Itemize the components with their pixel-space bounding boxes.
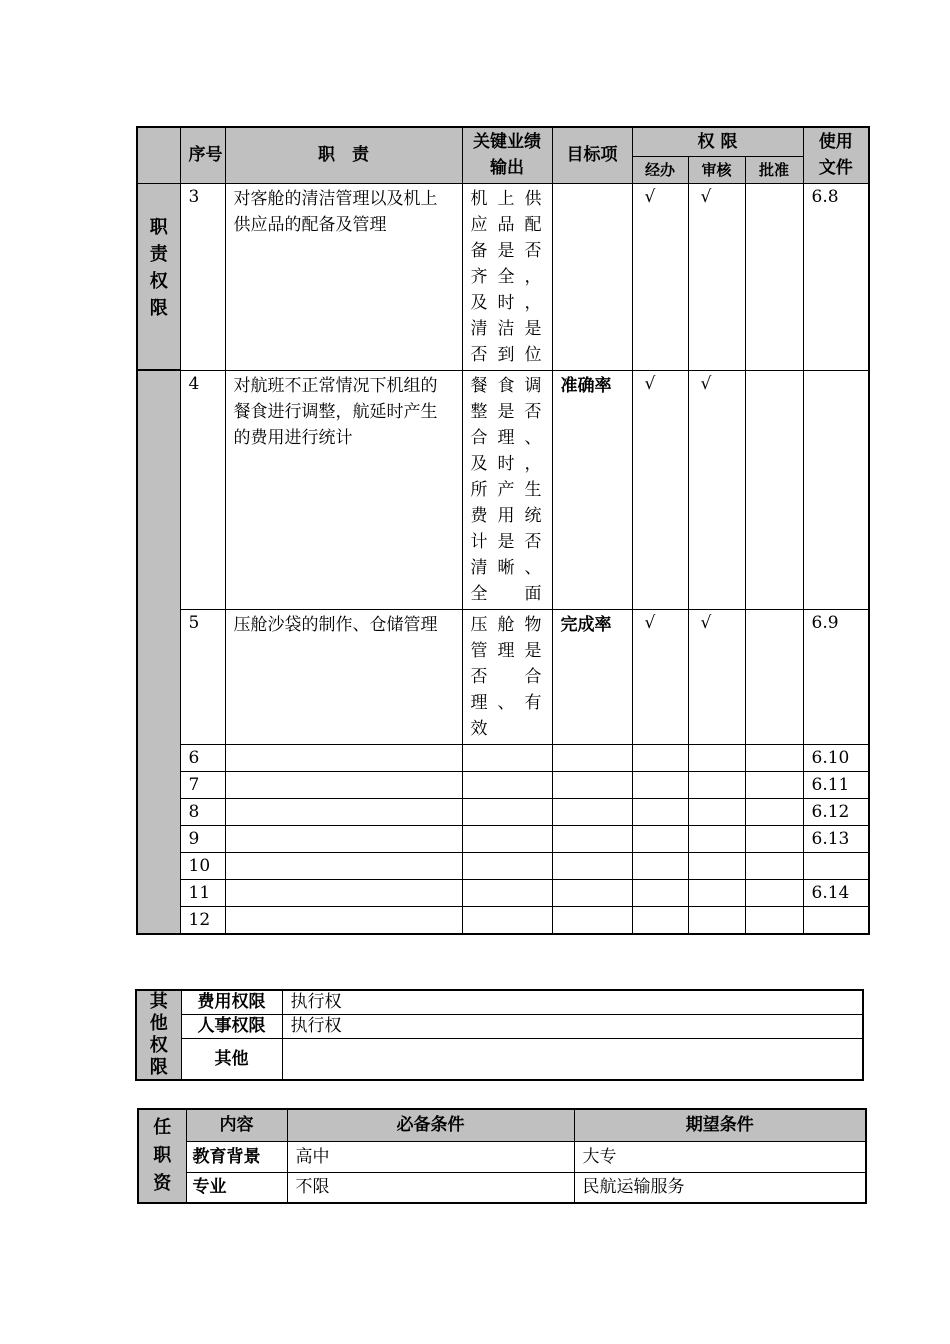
qual-row-required: 不限 [287,1172,574,1203]
row-doc [803,852,869,879]
qual-row-label: 教育背景 [186,1141,287,1172]
corner-cell [137,127,180,183]
other-row-value: 执行权 [282,990,863,1014]
row-review [688,906,745,934]
row-review [688,798,745,825]
row-kpi: 餐食调整是否合理、及时，所产生费用统计是否清晰、全面 [462,370,552,609]
row-review [688,852,745,879]
row-doc: 6.9 [803,609,869,744]
row-goal [552,825,632,852]
qual-row-expected: 民航运输服务 [574,1172,866,1203]
other-authority-table [135,989,864,1081]
header-duty: 职 责 [225,127,462,183]
qual-row-expected: 大专 [574,1141,866,1172]
row-review [688,879,745,906]
row-doc: 6.13 [803,825,869,852]
row-goal [552,744,632,771]
row-approve [745,609,803,744]
row-seq: 7 [180,771,225,798]
row-kpi [462,852,552,879]
row-duty [225,879,462,906]
row-handle: √ [632,609,688,744]
row-handle [632,771,688,798]
row-handle [632,906,688,934]
side-label-qualification: 任职资 [138,1109,186,1203]
row-kpi: 压舱物管理是否 合理、有效 [462,609,552,744]
row-review [688,771,745,798]
row-review: √ [688,183,745,370]
row-review [688,825,745,852]
header-required: 必备条件 [287,1109,574,1141]
row-approve [745,370,803,609]
row-review: √ [688,609,745,744]
row-seq: 6 [180,744,225,771]
row-review [688,744,745,771]
header-docs: 使用文件 [803,127,869,183]
row-seq: 3 [180,183,225,370]
row-kpi [462,771,552,798]
row-handle [632,825,688,852]
row-approve [745,906,803,934]
header-expected: 期望条件 [574,1109,866,1141]
row-duty [225,771,462,798]
header-seq: 序号 [180,127,225,183]
row-goal [552,852,632,879]
row-doc [803,906,869,934]
row-seq: 11 [180,879,225,906]
row-goal [552,879,632,906]
row-duty [225,798,462,825]
row-seq: 12 [180,906,225,934]
row-doc: 6.12 [803,798,869,825]
side-label-duties: 职责权限 [137,183,180,370]
row-kpi [462,879,552,906]
row-goal: 完成率 [552,609,632,744]
row-duty: 压舱沙袋的制作、仓储管理 [225,609,462,744]
header-content: 内容 [186,1109,287,1141]
row-seq: 8 [180,798,225,825]
row-handle [632,744,688,771]
qualification-table [137,1108,867,1204]
other-row-label: 人事权限 [181,1014,282,1038]
header-goal: 目标项 [552,127,632,183]
other-row-label: 费用权限 [181,990,282,1014]
row-kpi [462,825,552,852]
row-handle: √ [632,370,688,609]
row-goal [552,183,632,370]
row-goal [552,906,632,934]
row-handle: √ [632,183,688,370]
qual-row-label: 专业 [186,1172,287,1203]
side-label-other: 其他权限 [136,990,181,1080]
other-row-label: 其他 [181,1038,282,1080]
row-goal [552,771,632,798]
row-goal [552,798,632,825]
other-row-value: 执行权 [282,1014,863,1038]
row-duty: 对客舱的清洁管理以及机上供应品的配备及管理 [225,183,462,370]
row-doc: 6.8 [803,183,869,370]
row-duty [225,744,462,771]
other-row-value [282,1038,863,1080]
row-duty [225,825,462,852]
header-kpi: 关键业绩输出 [462,127,552,183]
row-seq: 4 [180,370,225,609]
row-goal: 准确率 [552,370,632,609]
row-duty [225,906,462,934]
header-review: 审核 [688,156,745,183]
row-approve [745,879,803,906]
row-kpi [462,744,552,771]
row-kpi [462,798,552,825]
row-kpi: 机上供应品配备是否齐全，及时，清洁是否到位 [462,183,552,370]
row-kpi [462,906,552,934]
row-handle [632,798,688,825]
header-authority: 权 限 [632,127,803,156]
row-doc: 6.11 [803,771,869,798]
row-handle [632,879,688,906]
row-approve [745,744,803,771]
row-review: √ [688,370,745,609]
row-handle [632,852,688,879]
row-approve [745,798,803,825]
row-seq: 10 [180,852,225,879]
responsibility-table [136,126,870,935]
header-handle: 经办 [632,156,688,183]
header-approve: 批准 [745,156,803,183]
row-doc: 6.14 [803,879,869,906]
row-approve [745,771,803,798]
side-filler [137,370,180,934]
row-approve [745,825,803,852]
row-seq: 9 [180,825,225,852]
row-doc: 6.10 [803,744,869,771]
qual-row-required: 高中 [287,1141,574,1172]
row-doc [803,370,869,609]
row-duty: 对航班不正常情况下机组的餐食进行调整，航延时产生的费用进行统计 [225,370,462,609]
row-seq: 5 [180,609,225,744]
row-approve [745,852,803,879]
row-duty [225,852,462,879]
row-approve [745,183,803,370]
